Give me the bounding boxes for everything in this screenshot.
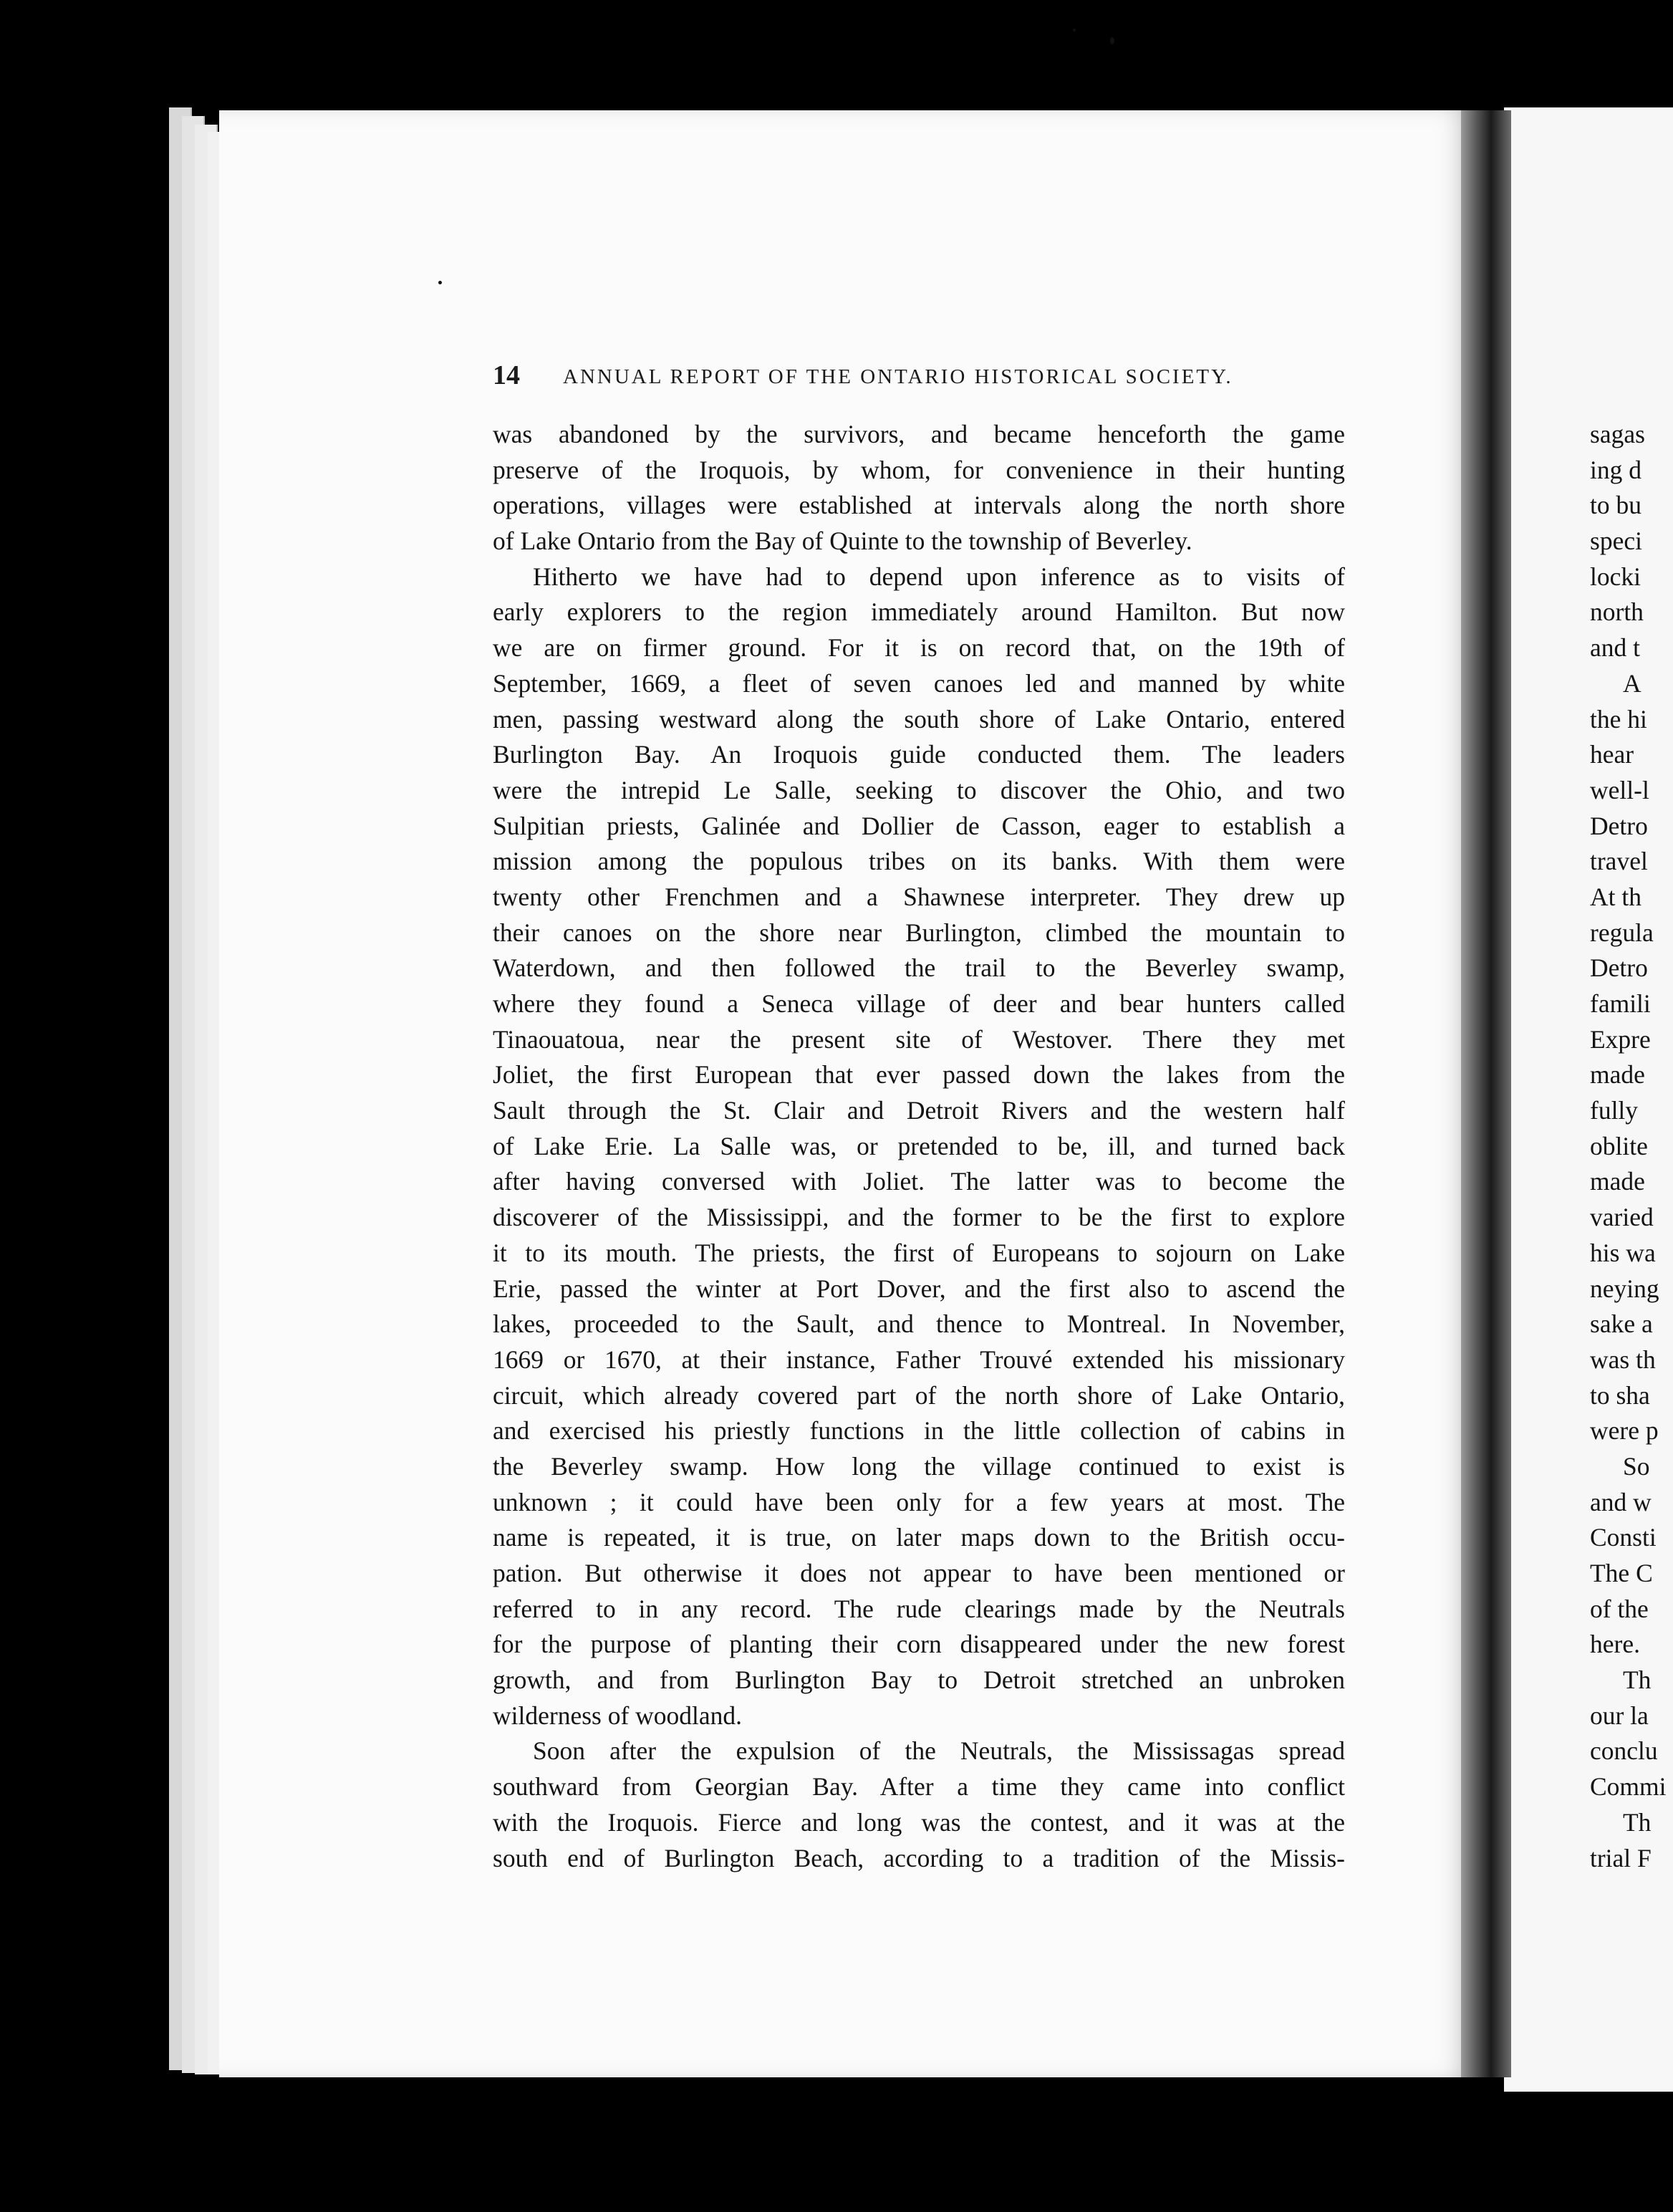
text-line: A <box>1623 668 1641 698</box>
text-line: was abandoned by the survivors, and became henceforth the game <box>493 420 1345 448</box>
text-line: Commi <box>1590 1772 1667 1802</box>
text-line: of Lake Erie. La Salle was, or pretended to be, ill, and turned back <box>493 1131 1345 1160</box>
text-line: were p <box>1590 1416 1659 1446</box>
text-line: neying <box>1590 1274 1659 1303</box>
text-line: oblite <box>1590 1131 1648 1160</box>
page-number: 14 <box>493 360 520 390</box>
text-line: after having conversed with Joliet. The latter was to become the <box>493 1167 1345 1196</box>
text-line: circuit, which already covered part of the north shore of Lake Ontario, <box>493 1380 1345 1410</box>
text-line: his wa <box>1590 1238 1656 1267</box>
text-line: hear <box>1590 740 1634 769</box>
text-line: of the <box>1590 1594 1649 1623</box>
text-line: Detro <box>1590 953 1648 983</box>
text-line: the hi <box>1590 704 1647 734</box>
text-line: south end of Burlington Beach, according to a tradition of the Missis- <box>493 1843 1345 1872</box>
text-line: was th <box>1590 1345 1656 1374</box>
text-line: Soon after the expulsion of the Neutrals, the Mississagas spread <box>533 1736 1345 1766</box>
text-line: Sault through the St. Clair and Detroit Rivers and the western half <box>493 1096 1345 1125</box>
text-line: for the purpose of planting their corn disappeared under the new forest <box>493 1630 1345 1659</box>
text-line: here. <box>1590 1630 1640 1659</box>
text-line: famili <box>1590 989 1651 1018</box>
text-line: our la <box>1590 1701 1649 1730</box>
text-line: Joliet, the first European that ever passed down the lakes from the <box>493 1060 1345 1090</box>
page-header <box>493 362 1345 397</box>
text-line: preserve of the Iroquois, by whom, for convenience in their hunting <box>493 455 1345 484</box>
text-line: Burlington Bay. An Iroquois guide conducted them. The leaders <box>493 740 1345 769</box>
text-line: and t <box>1590 633 1640 663</box>
text-line: sake a <box>1590 1309 1653 1339</box>
text-line: speci <box>1590 526 1642 556</box>
text-line: to sha <box>1590 1380 1650 1410</box>
text-line: pation. But otherwise it does not appear to have been mentioned or <box>493 1559 1345 1587</box>
text-line: Detro <box>1590 811 1648 840</box>
body-text <box>493 417 1345 1876</box>
text-line: it to its mouth. The priests, the first of Europeans to sojourn on Lake <box>493 1238 1345 1267</box>
text-line: their canoes on the shore near Burlington, climbed the mountain to <box>493 918 1345 947</box>
text-line: Hitherto we have had to depend upon inference as to visits of <box>533 562 1345 591</box>
text-line: The C <box>1590 1559 1653 1587</box>
text-line: southward from Georgian Bay. After a time they came into conflict <box>493 1772 1345 1802</box>
text-line: we are on firmer ground. For it is on record that, on the 19th of <box>493 633 1345 663</box>
text-line: referred to in any record. The rude clearings made by the Neutrals <box>493 1594 1345 1623</box>
text-line: early explorers to the region immediately around Hamilton. But now <box>493 597 1345 627</box>
text-line: made <box>1590 1060 1645 1090</box>
text-line: fully <box>1590 1096 1639 1125</box>
text-line: Consti <box>1590 1523 1657 1552</box>
text-line: 1669 or 1670, at their instance, Father Trouvé extended his missionary <box>493 1345 1345 1374</box>
text-line: Th <box>1623 1665 1652 1695</box>
right-page-text <box>1590 417 1673 1876</box>
text-line: made <box>1590 1167 1645 1196</box>
text-line: north <box>1590 597 1644 627</box>
text-line: So <box>1623 1451 1650 1481</box>
dust-speck <box>1073 29 1076 32</box>
dust-speck <box>1110 37 1114 44</box>
text-line: wilderness of woodland. <box>493 1701 743 1730</box>
text-line: twenty other Frenchmen and a Shawnese interpreter. They drew up <box>493 882 1345 911</box>
text-line: name is repeated, it is true, on later maps down to the British occu- <box>493 1523 1345 1552</box>
text-line: with the Iroquois. Fierce and long was the contest, and it was at the <box>493 1807 1345 1837</box>
dust-speck <box>438 281 442 284</box>
text-line: to bu <box>1590 491 1641 520</box>
text-line: where they found a Seneca village of deer and bear hunters called <box>493 989 1345 1018</box>
text-line: regula <box>1590 918 1654 947</box>
text-line: of Lake Ontario from the Bay of Quinte to the township of Beverley. <box>493 526 1192 556</box>
text-line: well-l <box>1590 775 1649 804</box>
text-line: sagas <box>1590 420 1645 448</box>
text-line: growth, and from Burlington Bay to Detroit stretched an unbroken <box>493 1665 1345 1695</box>
text-line: were the intrepid Le Salle, seeking to discover the Ohio, and two <box>493 775 1345 804</box>
text-line: Expre <box>1590 1024 1651 1054</box>
text-line: ing d <box>1590 455 1641 484</box>
text-line: Sulpitian priests, Galinée and Dollier de Casson, eager to establish a <box>493 811 1345 840</box>
text-line: lakes, proceeded to the Sault, and thence to Montreal. In November, <box>493 1309 1345 1339</box>
text-line: Th <box>1623 1807 1652 1837</box>
text-line: operations, villages were established at intervals along the north shore <box>493 491 1345 520</box>
text-line: and exercised his priestly functions in the little collection of cabins in <box>493 1416 1345 1446</box>
text-line: unknown ; it could have been only for a few years at most. The <box>493 1487 1345 1516</box>
text-line: trial F <box>1590 1843 1652 1872</box>
book-gutter <box>1461 110 1511 2077</box>
text-line: At th <box>1590 882 1641 911</box>
running-head: ANNUAL REPORT OF THE ONTARIO HISTORICAL SOCIETY. <box>563 365 1233 388</box>
text-line: and w <box>1590 1487 1652 1516</box>
text-line: travel <box>1590 847 1648 876</box>
text-line: varied <box>1590 1203 1654 1232</box>
text-line: the Beverley swamp. How long the village continued to exist is <box>493 1451 1345 1481</box>
text-line: Erie, passed the winter at Port Dover, and the first also to ascend the <box>493 1274 1345 1303</box>
text-line: men, passing westward along the south shore of Lake Ontario, entered <box>493 704 1345 734</box>
text-line: Waterdown, and then followed the trail to the Beverley swamp, <box>493 953 1345 983</box>
text-line: September, 1669, a fleet of seven canoes led and manned by white <box>493 668 1345 698</box>
text-line: locki <box>1590 562 1641 591</box>
text-line: discoverer of the Mississippi, and the former to be the first to explore <box>493 1203 1345 1232</box>
text-line: Tinaouatoua, near the present site of Westover. There they met <box>493 1024 1345 1054</box>
text-line: mission among the populous tribes on its banks. With them were <box>493 847 1345 876</box>
text-line: conclu <box>1590 1736 1658 1766</box>
